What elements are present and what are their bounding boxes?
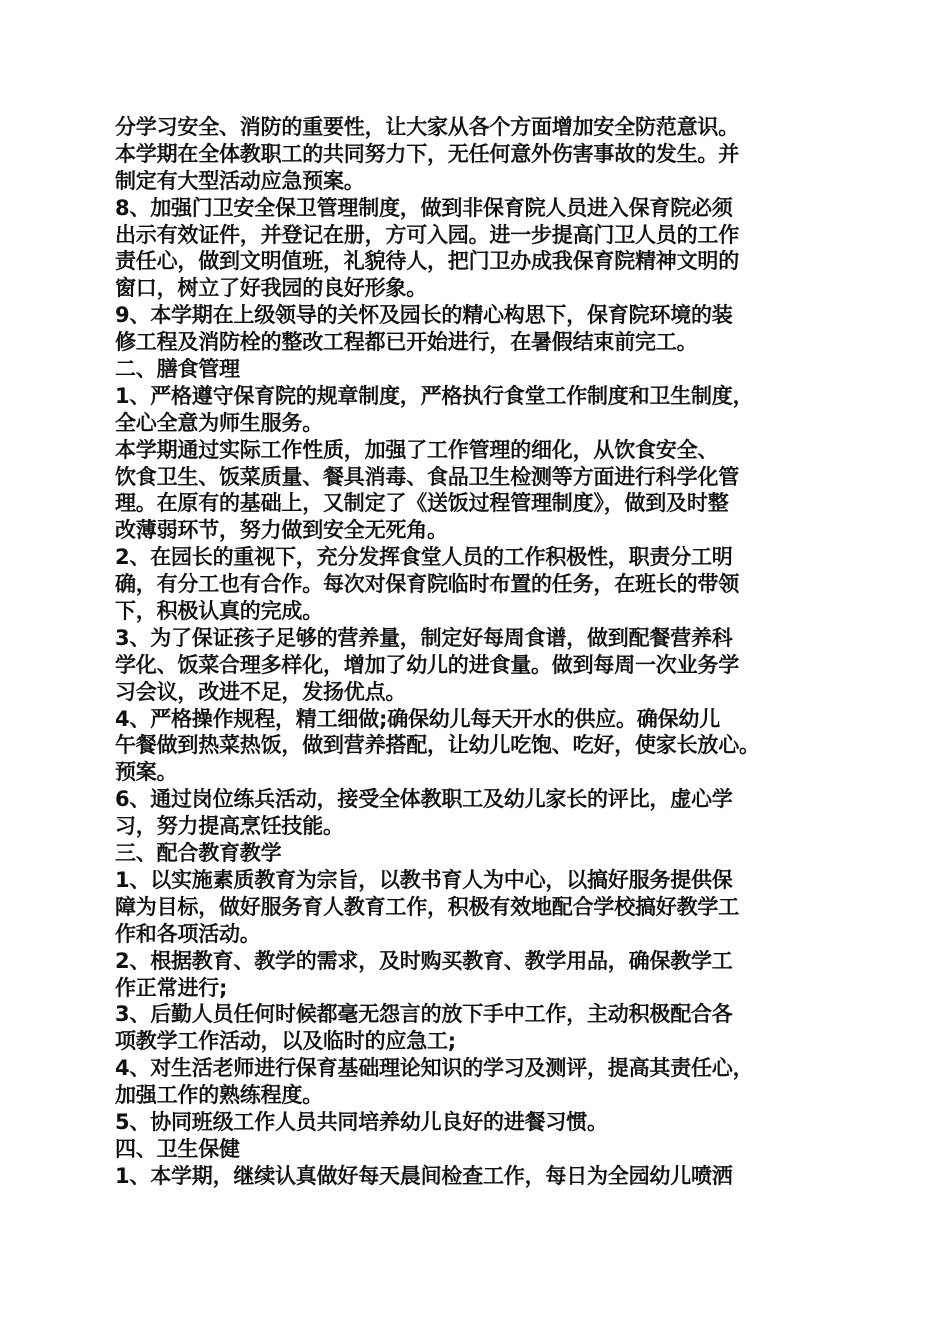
- text-line: 分学习安全、消防的重要性，让大家从各个方面增加安全防范意识。: [115, 115, 739, 139]
- text-line: 饮食卫生、饭菜质量、餐具消毒、食品卫生检测等方面进行科学化管: [115, 464, 739, 489]
- text-line: 出示有效证件，并登记在册，方可入园。进一步提高门卫人员的工作: [115, 222, 739, 247]
- text-line: 5、协同班级工作人员共同培养幼儿良好的进餐习惯。: [115, 1109, 608, 1134]
- text-line: 午餐做到热菜热饭，做到营养搭配，让幼儿吃饱、吃好，使家长放心。: [115, 733, 760, 758]
- text-line: 四、卫生保健: [115, 1136, 240, 1161]
- text-line: 二、膳食管理: [115, 357, 240, 382]
- text-line: 项教学工作活动，以及临时的应急工;: [115, 1029, 456, 1054]
- text-line: 1、以实施素质教育为宗旨，以教书育人为中心，以搞好服务提供保: [115, 867, 733, 892]
- text-line: 习会议，改进不足，发扬优点。: [115, 679, 407, 704]
- text-line: 1、本学期，继续认真做好每天晨间检查工作，每日为全园幼儿喷洒: [115, 1163, 733, 1188]
- text-line: 6、通过岗位练兵活动，接受全体教职工及幼儿家长的评比，虚心学: [115, 787, 733, 812]
- text-line: 4、对生活老师进行保育基础理论知识的学习及测评，提高其责任心，: [115, 1056, 754, 1081]
- text-line: 障为目标，做好服务育人教育工作，积极有效地配合学校搞好教学工: [115, 894, 739, 919]
- text-line: 改薄弱环节，努力做到安全无死角。: [115, 518, 448, 543]
- text-line: 下，积极认真的完成。: [115, 599, 323, 624]
- text-line: 本学期在全体教职工的共同努力下，无任何意外伤害事故的发生。并: [115, 141, 739, 166]
- text-line: 作和各项活动。: [115, 921, 261, 946]
- text-line: 3、为了保证孩子足够的营养量，制定好每周食谱，做到配餐营养科: [115, 625, 733, 650]
- text-line: 8、加强门卫安全保卫管理制度，做到非保育院人员进入保育院必须: [115, 195, 733, 220]
- text-line: 作正常进行;: [115, 975, 228, 1000]
- text-line: 9、本学期在上级领导的关怀及园长的精心构思下，保育院环境的装: [115, 303, 733, 328]
- text-line: 1、严格遵守保育院的规章制度，严格执行食堂工作制度和卫生制度，: [115, 383, 754, 408]
- text-line: 窗口，树立了好我园的良好形象。: [115, 276, 427, 301]
- document-body: [115, 114, 845, 1190]
- text-line: 习，努力提高烹饪技能。: [115, 814, 344, 839]
- text-line: 4、严格操作规程，精工细做;确保幼儿每天开水的供应。确保幼儿: [115, 706, 721, 731]
- text-line: 修工程及消防栓的整改工程都已开始进行，在暑假结束前完工。: [115, 330, 698, 355]
- text-line: 确，有分工也有合作。每次对保育院临时布置的任务，在班长的带领: [115, 572, 739, 597]
- text-line: 2、在园长的重视下，充分发挥食堂人员的工作积极性，职责分工明: [115, 545, 733, 570]
- text-line: 2、根据教育、教学的需求，及时购买教育、教学用品，确保教学工: [115, 948, 733, 973]
- text-line: 理。在原有的基础上，又制定了《送饭过程管理制度》，做到及时整: [115, 491, 729, 516]
- text-line: 三、配合教育教学: [115, 841, 282, 866]
- text-line: 制定有大型活动应急预案。: [115, 168, 365, 193]
- text-line: 全心全意为师生服务。: [115, 410, 323, 435]
- text-line: 责任心，做到文明值班，礼貌待人，把门卫办成我保育院精神文明的: [115, 249, 739, 274]
- text-line: 预案。: [115, 760, 178, 785]
- text-line: 本学期通过实际工作性质，加强了工作管理的细化，从饮食安全、: [115, 437, 719, 462]
- text-line: 加强工作的熟练程度。: [115, 1083, 323, 1108]
- text-line: 学化、饭菜合理多样化，增加了幼儿的进食量。做到每周一次业务学: [115, 652, 739, 677]
- text-line: 3、后勤人员任何时候都毫无怨言的放下手中工作，主动积极配合各: [115, 1002, 733, 1027]
